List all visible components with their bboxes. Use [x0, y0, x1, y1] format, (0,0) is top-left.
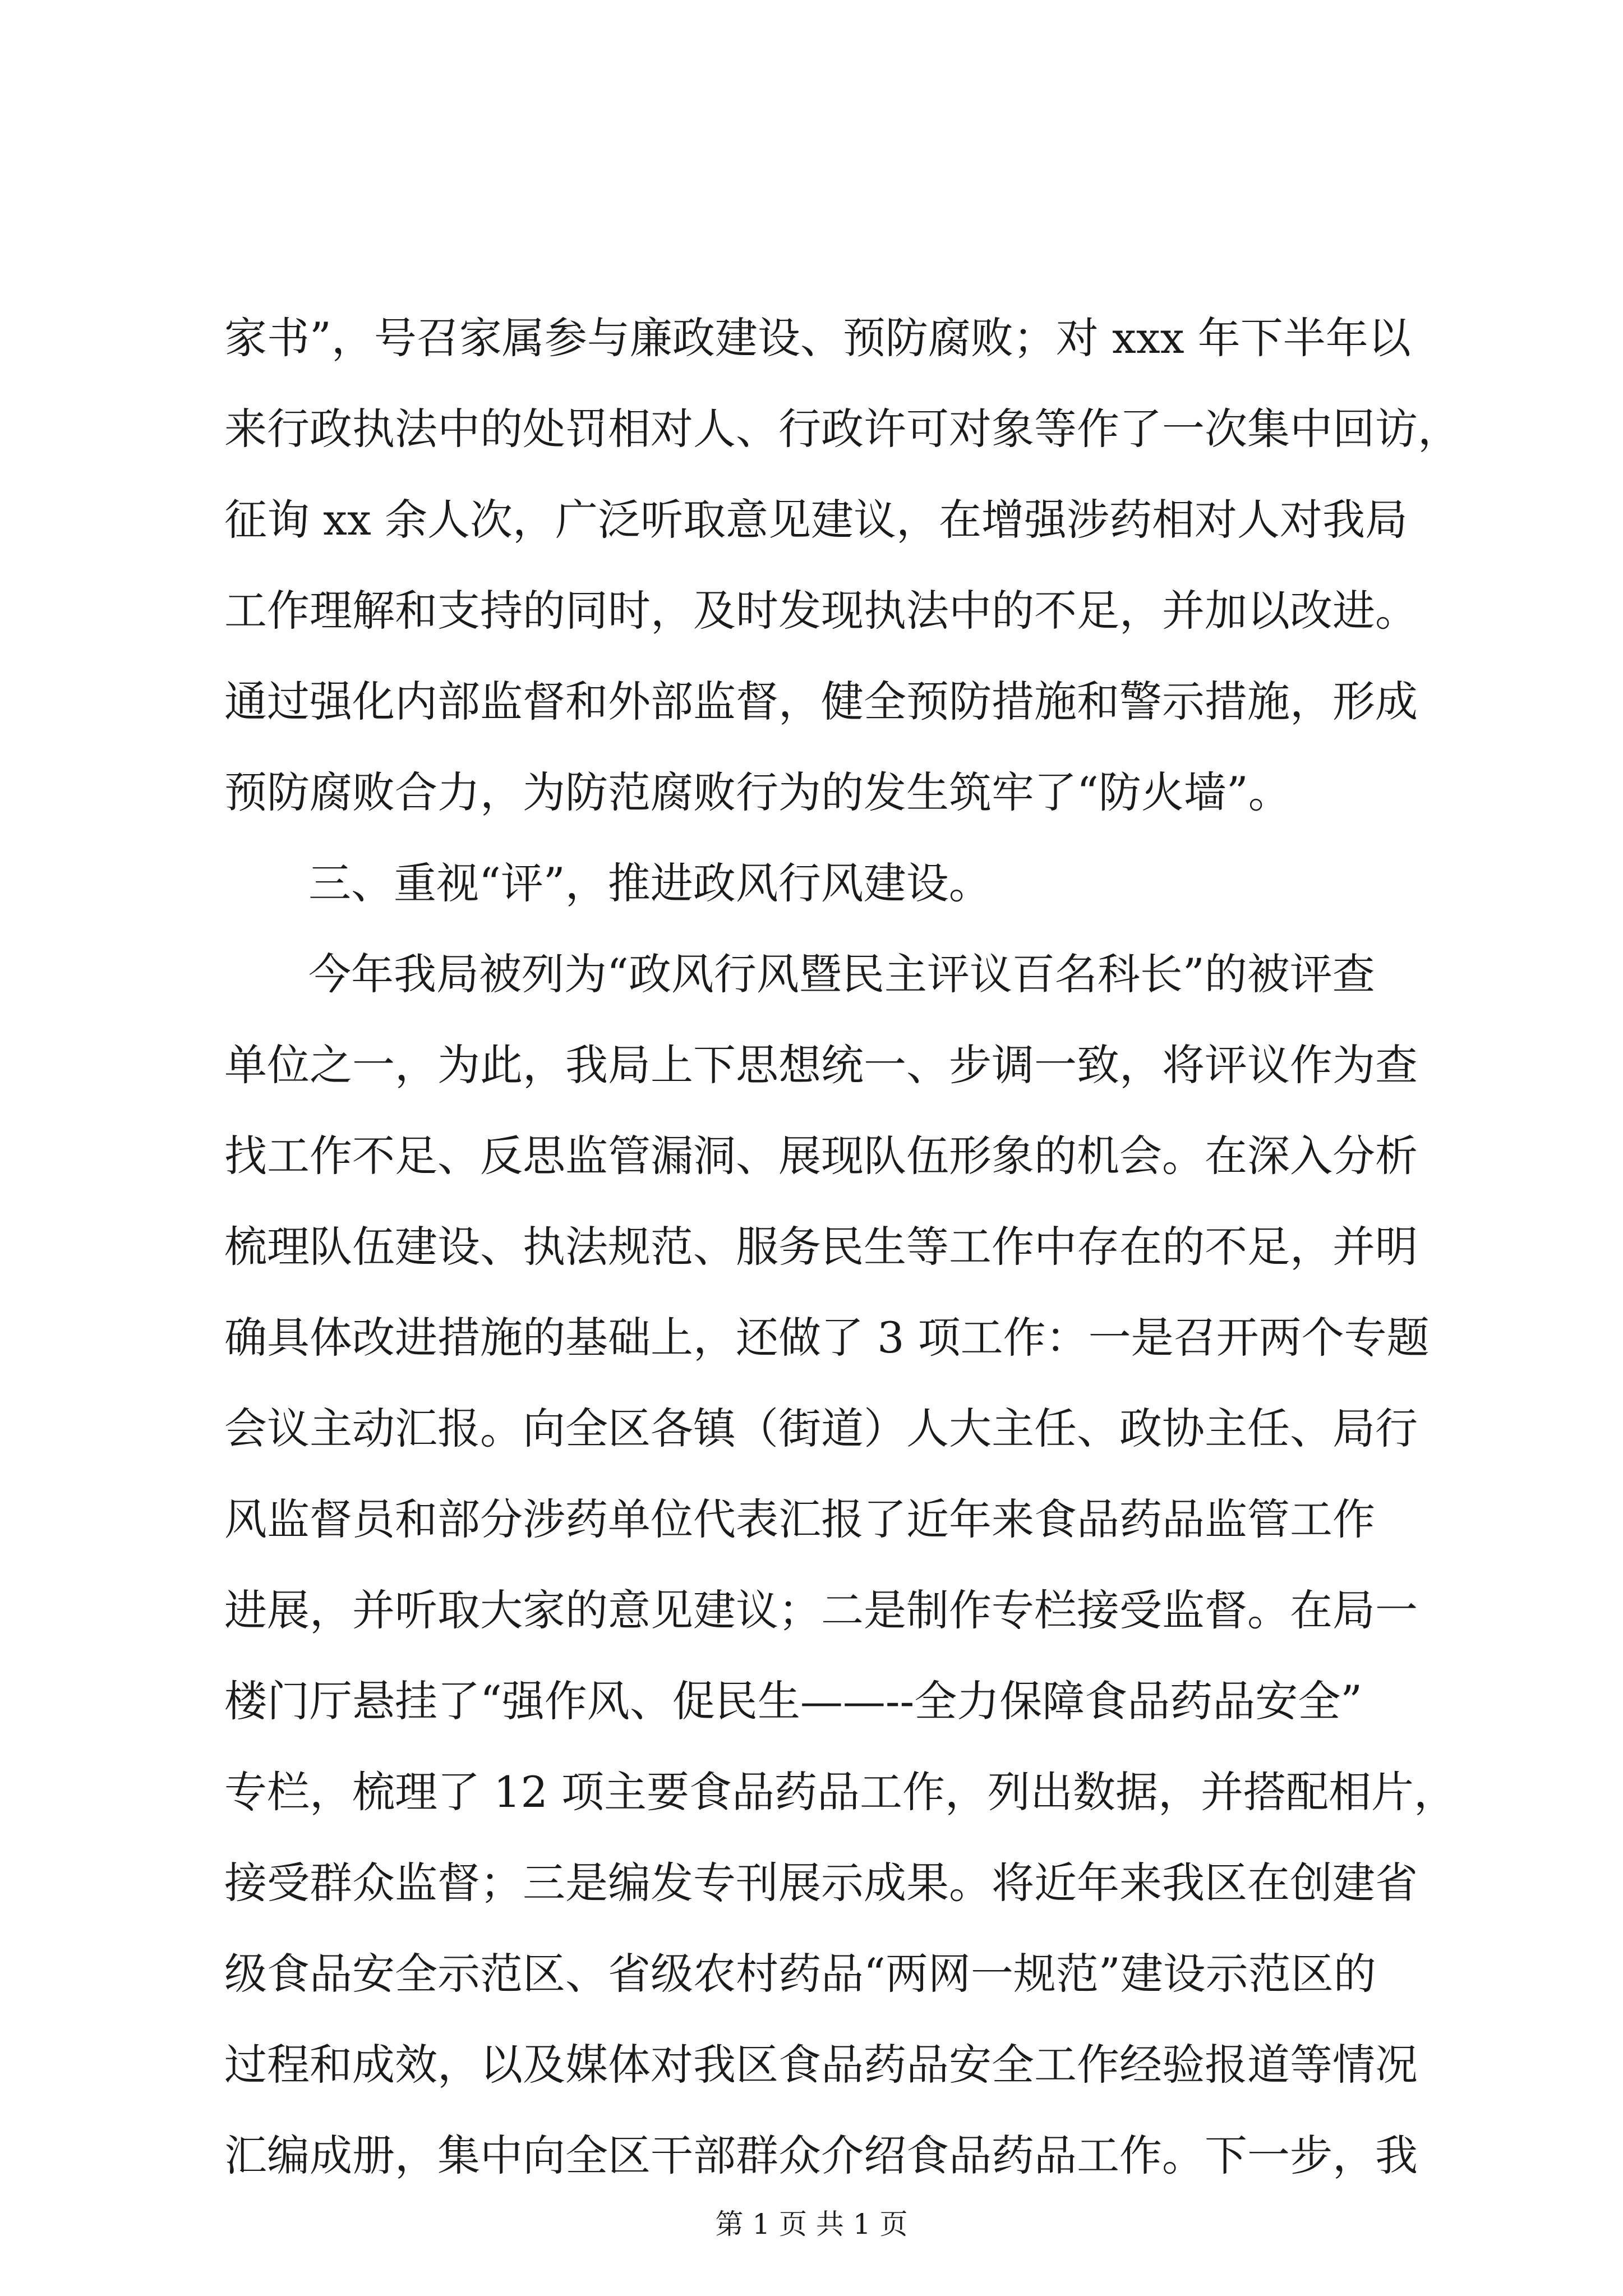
body-text-line: 进展，并听取大家的意见建议；二是制作专栏接受监督。在局一	[224, 1585, 1418, 1635]
body-text-line: 梳理队伍建设、执法规范、服务民生等工作中存在的不足，并明	[224, 1222, 1418, 1272]
body-text-line: 接受群众监督；三是编发专刊展示成果。将近年来我区在创建省	[224, 1858, 1418, 1908]
body-text-line: 汇编成册，集中向全区干部群众介绍食品药品工作。下一步，我	[224, 2131, 1418, 2180]
body-text-line: 征询 xx 余人次，广泛听取意见建议，在增强涉药相对人对我局	[224, 495, 1408, 545]
paragraph-first-line: 今年我局被列为“政风行风暨民主评议百名科长”的被评查	[308, 949, 1375, 999]
body-text-line: 确具体改进措施的基础上，还做了 3 项工作：一是召开两个专题	[224, 1313, 1430, 1363]
body-text-line: 找工作不足、反思监管漏洞、展现队伍形象的机会。在深入分析	[224, 1131, 1418, 1181]
body-text-line: 单位之一，为此，我局上下思想统一、步调一致，将评议作为查	[224, 1040, 1418, 1090]
body-text-line: 楼门厅悬挂了“强作风、促民生——--全力保障食品药品安全”	[224, 1676, 1363, 1726]
body-text-line: 工作理解和支持的同时，及时发现执法中的不足，并加以改进。	[224, 586, 1418, 636]
body-text-line: 级食品安全示范区、省级农村药品“两网一规范”建设示范区的	[224, 1949, 1376, 1999]
page-footer: 第 1 页 共 1 页	[715, 2208, 908, 2240]
body-text-line: 过程和成效，以及媒体对我区食品药品安全工作经验报道等情况	[224, 2040, 1418, 2090]
body-text-line: 通过强化内部监督和外部监督，健全预防措施和警示措施，形成	[224, 677, 1418, 726]
body-text-line: 专栏，梳理了 12 项主要食品药品工作，列出数据，并搭配相片，	[224, 1767, 1457, 1817]
body-text-line: 风监督员和部分涉药单位代表汇报了近年来食品药品监管工作	[224, 1494, 1375, 1544]
body-text-line: 会议主动汇报。向全区各镇（街道）人大主任、政协主任、局行	[224, 1404, 1418, 1453]
body-text-line: 预防腐败合力，为防范腐败行为的发生筑牢了“防火墙”。	[224, 767, 1291, 817]
body-text-line: 家书”，号召家属参与廉政建设、预防腐败；对 xxx 年下半年以	[224, 313, 1411, 363]
body-text-line: 来行政执法中的处罚相对人、行政许可对象等作了一次集中回访，	[224, 404, 1460, 454]
section-heading: 三、重视“评”，推进政风行风建设。	[308, 858, 992, 908]
